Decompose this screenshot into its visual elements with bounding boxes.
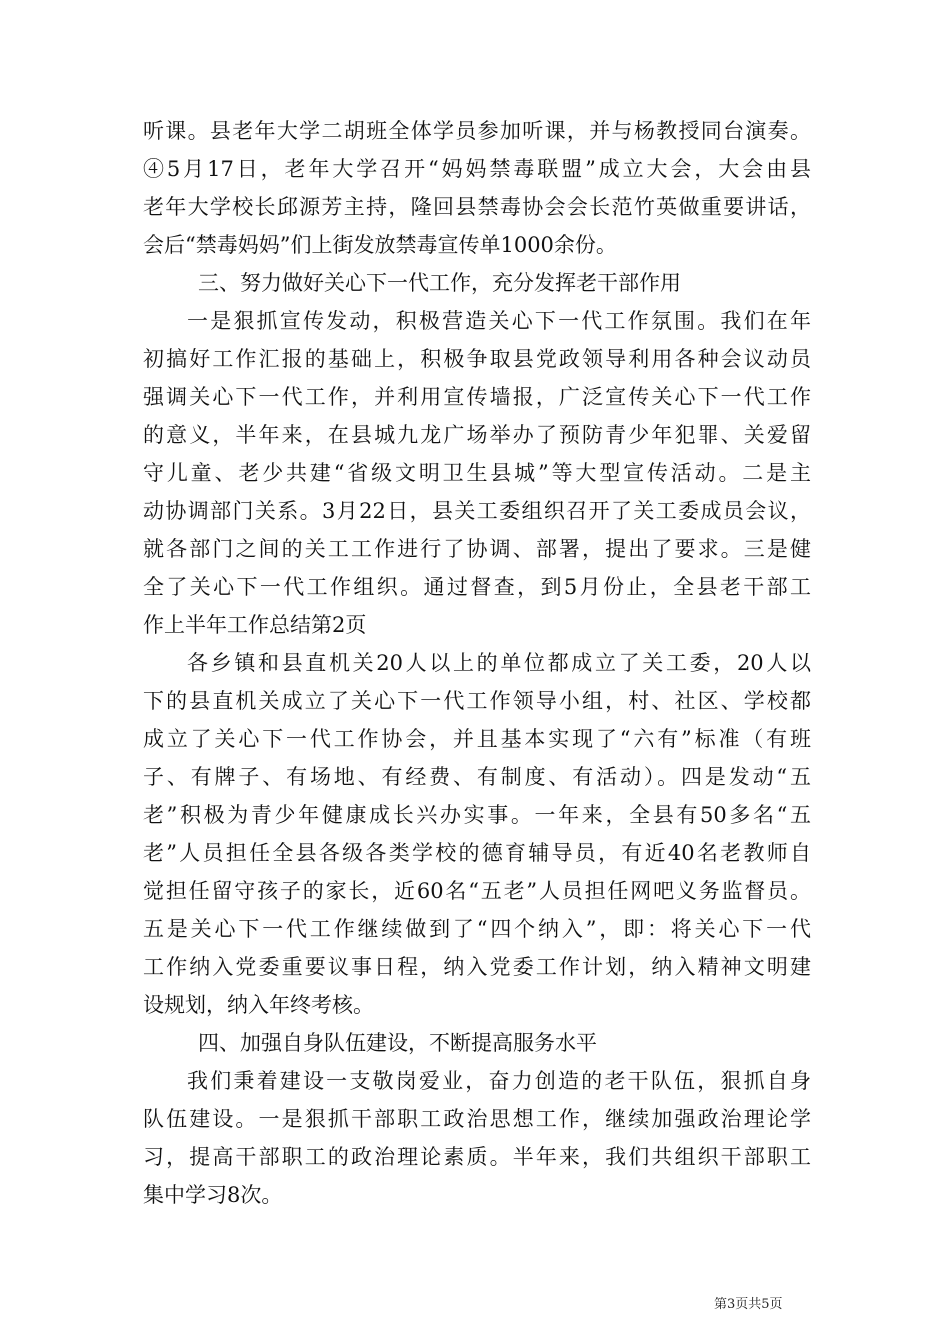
text-line: 会后“禁毒妈妈”们上街发放禁毒宣传单1000余份。	[143, 233, 617, 257]
text-line: 子、有牌子、有场地、有经费、有制度、有活动）。四是发动“五	[143, 765, 811, 789]
text-line: 初搞好工作汇报的基础上，积极争取县党政领导利用各种会议动员	[143, 347, 811, 371]
section-heading-3: 三、努力做好关心下一代工作，充分发挥老干部作用	[198, 271, 681, 295]
text-line: 就各部门之间的关工工作进行了协调、部署，提出了要求。三是健	[143, 537, 811, 561]
text-line: 习，提高干部职工的政治理论素质。半年来，我们共组织干部职工	[143, 1145, 811, 1169]
text-line: 老”积极为青少年健康成长兴办实事。一年来，全县有50多名“五	[143, 803, 811, 827]
text-line: 全了关心下一代工作组织。通过督查，到5月份止，全县老干部工	[143, 575, 811, 599]
text-line: 老年大学校长邱源芳主持，隆回县禁毒协会会长范竹英做重要讲话，	[143, 195, 811, 219]
text-line: 一是狠抓宣传发动，积极营造关心下一代工作氛围。我们在年	[187, 309, 811, 333]
text-line: 动协调部门关系。3月22日，县关工委组织召开了关工委成员会议，	[143, 499, 811, 523]
text-line: 守儿童、老少共建“省级文明卫生县城”等大型宣传活动。二是主	[143, 461, 811, 485]
text-line: ④5月17日，老年大学召开“妈妈禁毒联盟”成立大会，大会由县	[143, 157, 811, 181]
text-line: 工作纳入党委重要议事日程，纳入党委工作计划，纳入精神文明建	[143, 955, 811, 979]
text-line: 队伍建设。一是狠抓干部职工政治思想工作，继续加强政治理论学	[143, 1107, 811, 1131]
page-indicator: 第3页共5页	[714, 1297, 783, 1312]
text-line: 五是关心下一代工作继续做到了“四个纳入”，即：将关心下一代	[143, 917, 811, 941]
text-line: 强调关心下一代工作，并利用宣传墙报，广泛宣传关心下一代工作	[143, 385, 811, 409]
text-line: 成立了关心下一代工作协会，并且基本实现了“六有”标准（有班	[143, 727, 811, 751]
text-line: 的意义，半年来，在县城九龙广场举办了预防青少年犯罪、关爱留	[143, 423, 811, 447]
text-line: 设规划，纳入年终考核。	[143, 993, 374, 1017]
section-heading-4: 四、加强自身队伍建设，不断提高服务水平	[198, 1031, 597, 1055]
document-body	[143, 112, 811, 1214]
text-line: 老”人员担任全县各级各类学校的德育辅导员，有近40名老教师自	[143, 841, 811, 865]
text-line: 各乡镇和县直机关20人以上的单位都成立了关工委，20人以	[187, 651, 811, 675]
text-line: 集中学习8次。	[143, 1183, 283, 1207]
text-line: 下的县直机关成立了关心下一代工作领导小组，村、社区、学校都	[143, 689, 811, 713]
text-line: 听课。县老年大学二胡班全体学员参加听课，并与杨教授同台演奏。	[143, 119, 811, 143]
text-line: 作上半年工作总结第2页	[143, 613, 367, 637]
text-line: 我们秉着建设一支敬岗爱业，奋力创造的老干队伍，狠抓自身	[187, 1069, 811, 1093]
text-line: 觉担任留守孩子的家长，近60名“五老”人员担任网吧义务监督员。	[143, 879, 811, 903]
